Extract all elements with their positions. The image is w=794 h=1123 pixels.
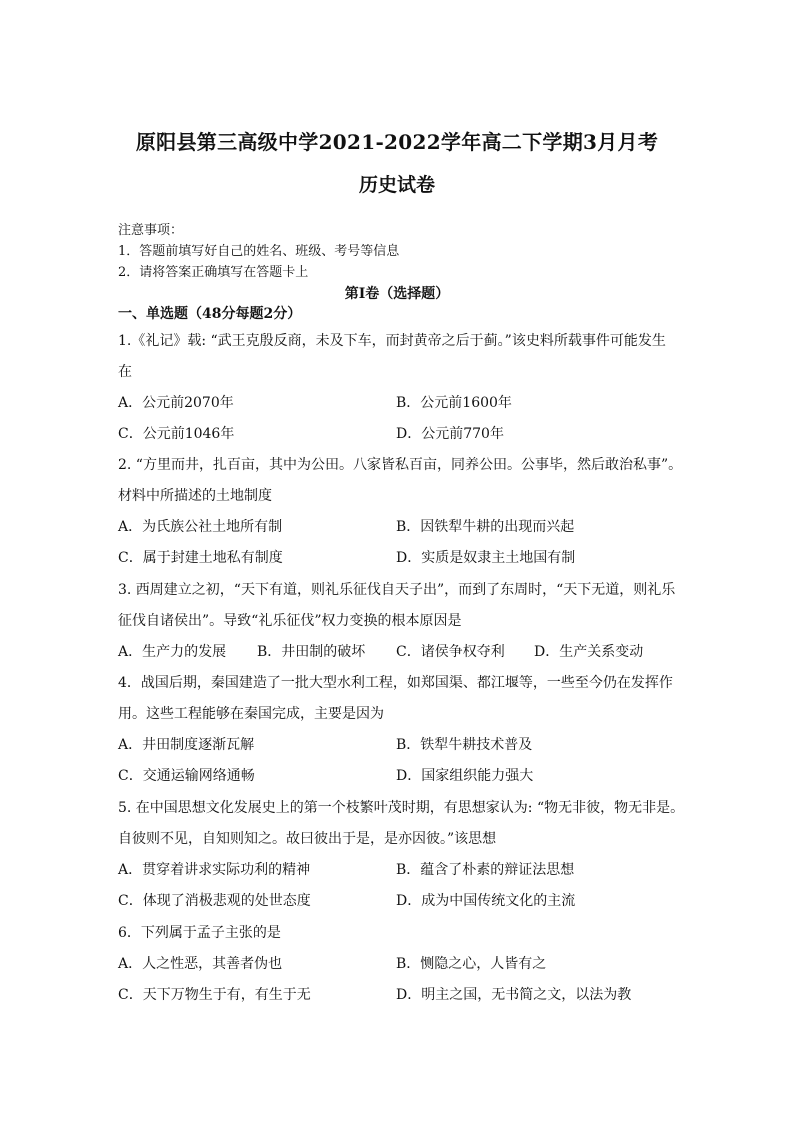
question-text: 1.《礼记》载: “武王克殷反商，未及下车，而封黄帝之后于蓟。”该史料所载事件可能发生 [118,333,666,349]
exam-title: 原阳县第三高级中学2021-2022学年高二下学期3月月考 [135,130,659,154]
option-a: A．人之性恶，其善者伪也 [118,956,283,972]
question-text: 2. “方里而井，扎百亩，其中为公田。八家皆私百亩，同养公田。公事毕，然后敢治私事”。 [118,457,683,473]
question-text: 5. 在中国思想文化发展史上的第一个枝繁叶茂时期，有思想家认为: “物无非彼，物无非是。 [118,800,685,816]
option-d: D．生产关系变动 [534,644,644,660]
option-c: C．交通运输网络通畅 [118,768,255,784]
notice-item: 1．答题前填写好自己的姓名、班级、考号等信息 [118,244,400,259]
option-c: C．属于封建土地私有制度 [118,550,283,566]
option-c: C．天下万物生于有，有生于无 [118,987,311,1003]
question-text: 6．下列属于孟子主张的是 [118,925,281,941]
option-a: A．公元前2070年 [118,395,234,411]
notice-heading: 注意事项： [118,223,184,238]
option-b: B．公元前1600年 [396,395,512,411]
question-text: 用。这些工程能够在秦国完成，主要是因为 [118,706,384,722]
question-text: 3. 西周建立之初，“天下有道，则礼乐征伐自天子出”，而到了东周时，“天下无道，则礼乐 [118,582,676,598]
option-b: B．因铁犁牛耕的出现而兴起 [396,519,575,535]
option-a: A．为氏族公社土地所有制 [118,519,283,535]
option-b: B．蕴含了朴素的辩证法思想 [396,862,575,878]
option-c: C．公元前1046年 [118,426,235,442]
question-text: 材料中所描述的土地制度 [118,488,272,504]
exam-subtitle: 历史试卷 [358,174,435,196]
question-text: 在 [118,364,132,380]
option-d: D．实质是奴隶主土地国有制 [396,550,576,566]
option-a: A．生产力的发展 [118,644,227,660]
option-c: C．诸侯争权夺利 [396,644,505,660]
option-b: B．井田制的破坏 [257,644,366,660]
part-title: 第I卷（选择题） [344,286,450,302]
option-b: B．铁犁牛耕技术普及 [396,737,533,753]
option-d: D．国家组织能力强大 [396,768,534,784]
question-text: 自彼则不见，自知则知之。故曰彼出于是，是亦因彼。”该思想 [118,831,497,847]
section-heading: 一、单选题（48分每题2分） [118,306,302,322]
option-d: D．成为中国传统文化的主流 [396,893,576,909]
notice-item: 2．请将答案正确填写在答题卡上 [118,265,309,280]
question-text: 征伐自诸侯出”。导致“礼乐征伐”权力变换的根本原因是 [118,613,462,629]
option-a: A．贯穿着讲求实际功利的精神 [118,862,311,878]
option-a: A．井田制度逐渐瓦解 [118,737,255,753]
option-b: B．恻隐之心，人皆有之 [396,956,547,972]
option-d: D．公元前770年 [396,426,504,442]
option-d: D．明主之国，无书简之文，以法为教 [396,987,632,1003]
question-text: 4．战国后期，秦国建造了一批大型水利工程，如郑国渠、都江堰等，一些至今仍在发挥作 [118,675,673,691]
option-c: C．体现了消极悲观的处世态度 [118,893,311,909]
